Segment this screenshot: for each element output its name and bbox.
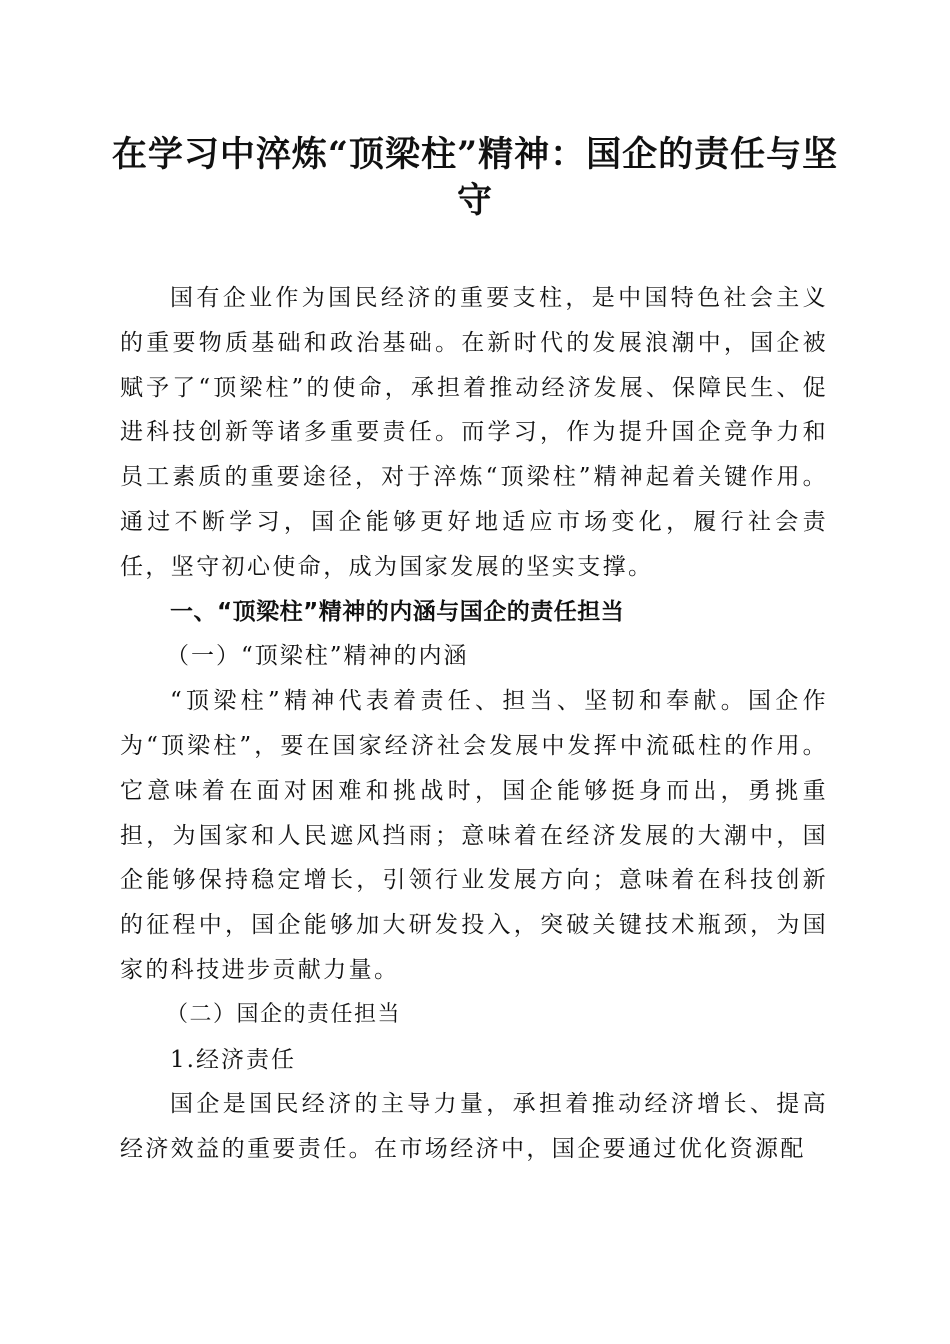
item-paragraph: 国企是国民经济的主导力量，承担着推动经济增长、提高经济效益的重要责任。在市场经济中，国企要通过优化资源配 bbox=[120, 1091, 828, 1163]
section-heading: 一、“顶梁柱”精神的内涵与国企的责任担当 bbox=[170, 598, 625, 625]
subsection-paragraph: “顶梁柱”精神代表着责任、担当、坚韧和奉献。国企作为“顶梁柱”，要在国家经济社会发展中发挥中流砥柱的作用。它意味着在面对困难和挑战时，国企能够挺身而出，勇挑重担，为国家和人民遮风挡雨；意味着在经济发展的大潮中，国企能够保持稳定增长，引领行业发展方向；意味着在科技创新的征程中，国企能够加大研发投入，突破关键技术瓶颈，为国家的科技进步贡献力量。 bbox=[120, 688, 828, 983]
intro-paragraph: 国有企业作为国民经济的重要支柱，是中国特色社会主义的重要物质基础和政治基础。在新时代的发展浪潮中，国企被赋予了“顶梁柱”的使命，承担着推动经济发展、保障民生、促进科技创新等诸多重要责任。而学习，作为提升国企竞争力和员工素质的重要途径，对于淬炼“顶梁柱”精神起着关键作用。通过不断学习，国企能够更好地适应市场变化，履行社会责任，坚守初心使命，成为国家发展的坚实支撑。 bbox=[120, 285, 828, 580]
document-title: 在学习中淬炼“顶梁柱”精神：国企的责任与坚守 bbox=[111, 134, 839, 221]
item-heading: 1.经济责任 bbox=[170, 1046, 296, 1073]
subsection-heading: （二）国企的责任担当 bbox=[166, 1001, 402, 1027]
subsection-heading: （一）“顶梁柱”精神的内涵 bbox=[166, 643, 469, 670]
document-body bbox=[120, 276, 828, 1172]
